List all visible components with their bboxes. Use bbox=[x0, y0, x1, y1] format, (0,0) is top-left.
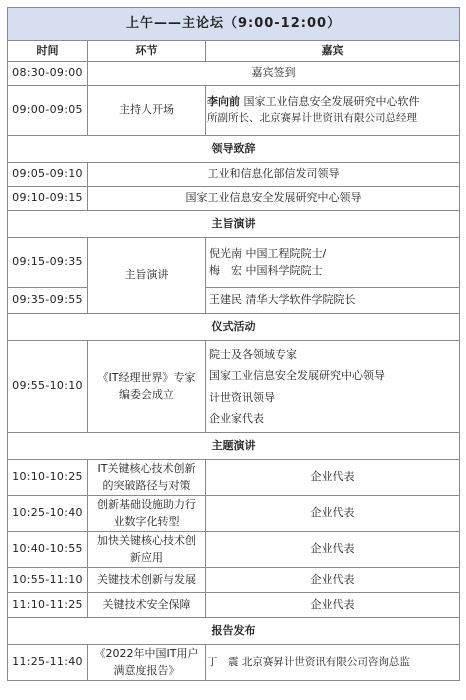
segment-cell: 主旨演讲 bbox=[88, 238, 206, 314]
segment-line: 《IT经理世界》专家 bbox=[97, 371, 196, 384]
table-row bbox=[8, 593, 460, 618]
table-row bbox=[8, 460, 460, 496]
segment-cell: 主持人开场 bbox=[88, 86, 206, 136]
time-cell: 10:40-10:55 bbox=[8, 532, 88, 568]
segment-line: 编委会成立 bbox=[119, 387, 174, 401]
guest-cell: 企业代表 bbox=[206, 593, 460, 618]
guest-cell: 企业代表 bbox=[206, 496, 460, 532]
guest-cell bbox=[206, 86, 460, 136]
segment-line: 创新基础设施助力行 bbox=[97, 498, 196, 511]
segment-line: 新应用 bbox=[130, 550, 163, 564]
guest-line: 国家工业信息安全发展研究中心领导 bbox=[209, 369, 385, 383]
segment-cell bbox=[88, 460, 206, 496]
section-row bbox=[8, 136, 460, 163]
table-row bbox=[8, 187, 460, 211]
section-row bbox=[8, 618, 460, 645]
time-cell: 09:10-09:15 bbox=[8, 187, 88, 211]
table-row bbox=[8, 645, 460, 681]
time-cell: 10:55-11:10 bbox=[8, 568, 88, 593]
section-title: 主题演讲 bbox=[8, 433, 460, 460]
section-title: 报告发布 bbox=[8, 618, 460, 645]
title-row bbox=[8, 8, 460, 41]
guest-line: 倪光南 中国工程院院士/ bbox=[209, 247, 327, 260]
header-segment: 环节 bbox=[88, 41, 206, 62]
segment-cell bbox=[88, 532, 206, 568]
guest-name: 李向前 bbox=[207, 95, 240, 109]
table-row bbox=[8, 341, 460, 433]
table-row bbox=[8, 288, 460, 314]
guest-cell: 丁 震 北京赛昇计世资讯有限公司咨询总监 bbox=[206, 645, 460, 681]
time-cell: 09:15-09:35 bbox=[8, 238, 88, 288]
segment-line: 满意度报告》 bbox=[113, 663, 180, 677]
segment-cell: 关键技术创新与发展 bbox=[88, 568, 206, 593]
guest-cell: 王建民 清华大学软件学院院长 bbox=[206, 288, 460, 314]
guest-title-line1: 国家工业信息安全发展研究中心软件 bbox=[243, 95, 420, 109]
time-cell: 08:30-09:00 bbox=[8, 62, 88, 86]
table-row bbox=[8, 238, 460, 288]
time-cell: 10:10-10:25 bbox=[8, 460, 88, 496]
segment-line: IT关键核心技术创新 bbox=[97, 462, 196, 475]
schedule-table bbox=[7, 7, 460, 681]
table-row bbox=[8, 163, 460, 187]
segment-line: 业数字化转型 bbox=[113, 514, 180, 528]
guest-line: 院士及各领域专家 bbox=[209, 347, 297, 361]
guest-cell: 嘉宾签到 bbox=[88, 62, 460, 86]
guest-title-line2: 所副所长、北京赛昇计世资讯有限公司总经理 bbox=[207, 111, 417, 124]
section-row bbox=[8, 433, 460, 460]
time-cell: 09:55-10:10 bbox=[8, 341, 88, 433]
table-row bbox=[8, 568, 460, 593]
guest-cell: 企业代表 bbox=[206, 460, 460, 496]
guest-cell bbox=[206, 341, 460, 433]
guest-cell: 工业和信息化部信发司领导 bbox=[88, 163, 460, 187]
segment-cell bbox=[88, 496, 206, 532]
header-guest: 嘉宾 bbox=[206, 41, 460, 62]
table-title: 上午——主论坛（9:00-12:00） bbox=[8, 8, 460, 41]
time-cell: 10:25-10:40 bbox=[8, 496, 88, 532]
table-row bbox=[8, 532, 460, 568]
time-cell: 09:05-09:10 bbox=[8, 163, 88, 187]
guest-cell: 国家工业信息安全发展研究中心领导 bbox=[88, 187, 460, 211]
time-cell: 09:00-09:05 bbox=[8, 86, 88, 136]
section-title: 主旨演讲 bbox=[8, 211, 460, 238]
header-row bbox=[8, 41, 460, 62]
segment-line: 《2022年中国IT用户 bbox=[94, 647, 199, 660]
segment-line: 加快关键核心技术创 bbox=[97, 534, 196, 547]
header-time: 时间 bbox=[8, 41, 88, 62]
time-cell: 11:10-11:25 bbox=[8, 593, 88, 618]
section-row bbox=[8, 314, 460, 341]
guest-line: 梅 宏 中国科学院院士 bbox=[209, 263, 323, 277]
time-cell: 09:35-09:55 bbox=[8, 288, 88, 314]
guest-line: 计世资讯领导 bbox=[209, 390, 275, 404]
table-row bbox=[8, 62, 460, 86]
section-row bbox=[8, 211, 460, 238]
guest-line: 企业家代表 bbox=[209, 411, 264, 425]
section-title: 仪式活动 bbox=[8, 314, 460, 341]
segment-line: 的突破路径与对策 bbox=[102, 478, 191, 492]
guest-cell: 企业代表 bbox=[206, 568, 460, 593]
segment-cell: 关键技术安全保障 bbox=[88, 593, 206, 618]
section-title: 领导致辞 bbox=[8, 136, 460, 163]
guest-cell bbox=[206, 238, 460, 288]
guest-cell: 企业代表 bbox=[206, 532, 460, 568]
time-cell: 11:25-11:40 bbox=[8, 645, 88, 681]
segment-cell bbox=[88, 341, 206, 433]
table-row bbox=[8, 86, 460, 136]
segment-cell bbox=[88, 645, 206, 681]
table-row bbox=[8, 496, 460, 532]
